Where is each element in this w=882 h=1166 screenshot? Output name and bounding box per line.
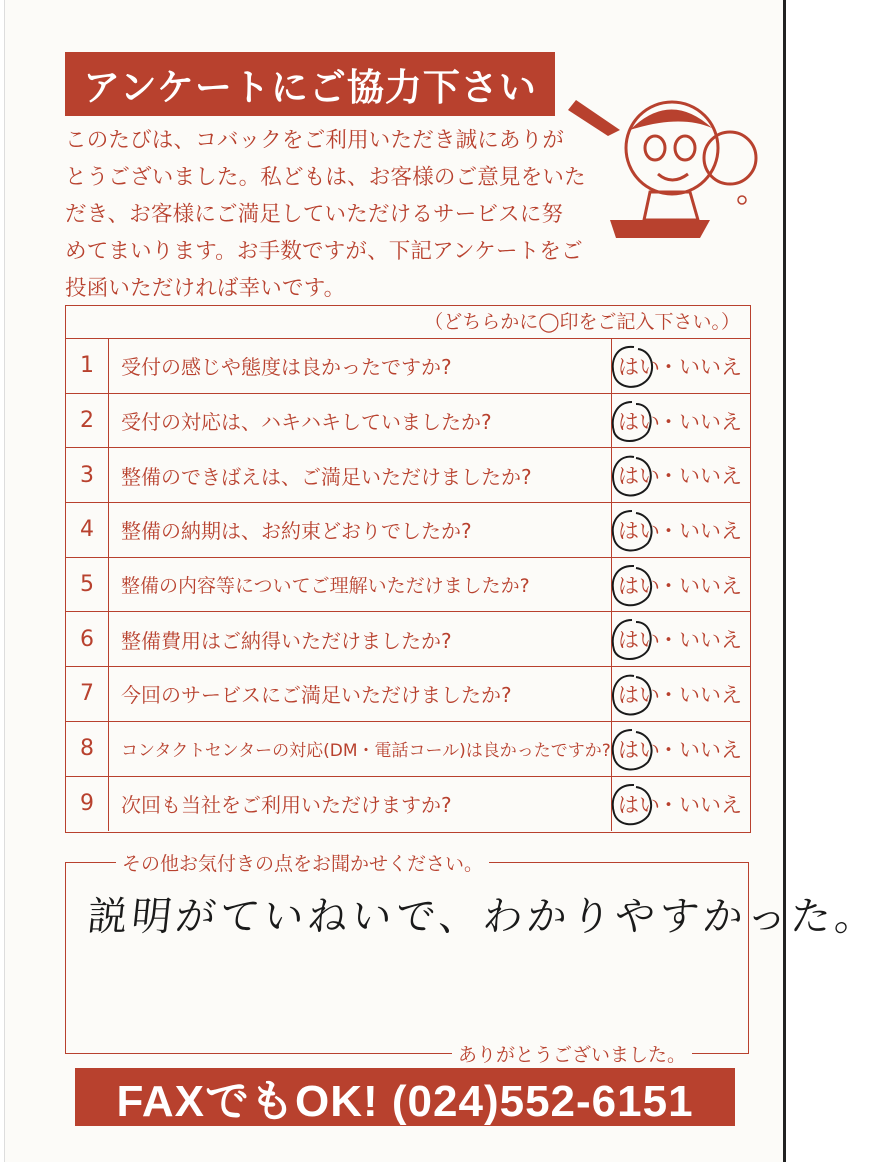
question-text: 次回も当社をご利用いただけますか?: [121, 793, 452, 818]
yes-option[interactable]: はい: [618, 354, 660, 379]
question-row: [66, 448, 750, 503]
intro-line: このたびは、コバックをご利用いただき誠にありが: [65, 128, 565, 153]
yes-option[interactable]: はい: [618, 682, 660, 707]
intro-line: とうございました。私どもは、お客様のご意見をいた: [65, 165, 586, 190]
question-text: 整備のできばえは、ご満足いただけましたか?: [121, 464, 532, 489]
question-row: [66, 612, 750, 667]
question-number: 7: [66, 667, 109, 721]
fax-banner: FAXでもOK! (024)552-6151: [75, 1068, 735, 1126]
question-number: 4: [66, 503, 109, 557]
no-option[interactable]: ・いいえ: [658, 354, 742, 379]
question-row: [66, 777, 750, 832]
thanks-text: ありがとうございました。: [452, 1040, 692, 1067]
no-option[interactable]: ・いいえ: [658, 628, 742, 653]
question-text: 今回のサービスにご満足いただけましたか?: [121, 683, 512, 708]
question-text: 受付の感じや態度は良かったですか?: [121, 355, 452, 380]
no-option[interactable]: ・いいえ: [658, 792, 742, 817]
yes-option[interactable]: はい: [618, 409, 660, 434]
question-text: 整備の内容等についてご理解いただけましたか?: [121, 575, 530, 598]
question-text: 整備の納期は、お約束どおりでしたか?: [121, 519, 472, 544]
no-option[interactable]: ・いいえ: [658, 409, 742, 434]
intro-text: [65, 122, 586, 307]
yes-option[interactable]: はい: [618, 464, 660, 489]
yes-option[interactable]: はい: [618, 573, 660, 598]
survey-card: [4, 0, 882, 1162]
answer-choice[interactable]: [611, 558, 750, 612]
mascot-icon: [560, 70, 765, 240]
no-option[interactable]: ・いいえ: [658, 518, 742, 543]
question-text: 整備費用はご納得いただけましたか?: [121, 628, 452, 653]
yes-option[interactable]: はい: [618, 737, 660, 762]
question-number: 3: [66, 448, 109, 502]
yes-option[interactable]: はい: [618, 518, 660, 543]
question-number: 6: [66, 612, 109, 666]
survey-table: [65, 305, 751, 833]
question-number: 8: [66, 722, 109, 776]
survey-title: アンケートにご協力下さい: [65, 52, 555, 116]
no-option[interactable]: ・いいえ: [658, 737, 742, 762]
no-option[interactable]: ・いいえ: [658, 682, 742, 707]
question-row: [66, 339, 750, 394]
question-number: 5: [66, 558, 109, 612]
intro-line: だき、お客様にご満足していただけるサービスに努: [65, 202, 564, 227]
handwritten-comment: 説明がていねいで、わかりやすかった。: [85, 894, 882, 940]
question-row: [66, 394, 750, 449]
question-text: コンタクトセンターの対応(DM・電話コール)は良かったですか?: [121, 741, 611, 762]
answer-choice[interactable]: [611, 777, 750, 832]
intro-line: めてまいります。お手数ですが、下記アンケートをご: [65, 239, 583, 264]
question-number: 1: [66, 339, 109, 393]
no-option[interactable]: ・いいえ: [658, 573, 742, 598]
question-row: [66, 667, 750, 722]
answer-choice[interactable]: [611, 612, 750, 666]
answer-choice[interactable]: [611, 667, 750, 721]
question-number: 9: [66, 777, 109, 832]
question-number: 2: [66, 394, 109, 448]
question-row: [66, 503, 750, 558]
yes-option[interactable]: はい: [618, 628, 660, 653]
question-text: 受付の対応は、ハキハキしていましたか?: [121, 410, 492, 435]
comment-box[interactable]: [65, 853, 882, 1066]
answer-choice[interactable]: [611, 394, 750, 448]
question-row: [66, 722, 750, 777]
intro-line: 投函いただければ幸いです。: [65, 276, 346, 301]
answer-choice[interactable]: [611, 339, 750, 393]
question-row: [66, 558, 750, 613]
answer-choice[interactable]: [611, 448, 750, 502]
survey-instruction: （どちらかに◯印をご記入下さい。）: [66, 306, 750, 339]
no-option[interactable]: ・いいえ: [658, 464, 742, 489]
comment-title: その他お気付きの点をお聞かせください。: [116, 849, 489, 876]
answer-choice[interactable]: [611, 722, 750, 776]
yes-option[interactable]: はい: [618, 792, 660, 817]
answer-choice[interactable]: [611, 503, 750, 557]
